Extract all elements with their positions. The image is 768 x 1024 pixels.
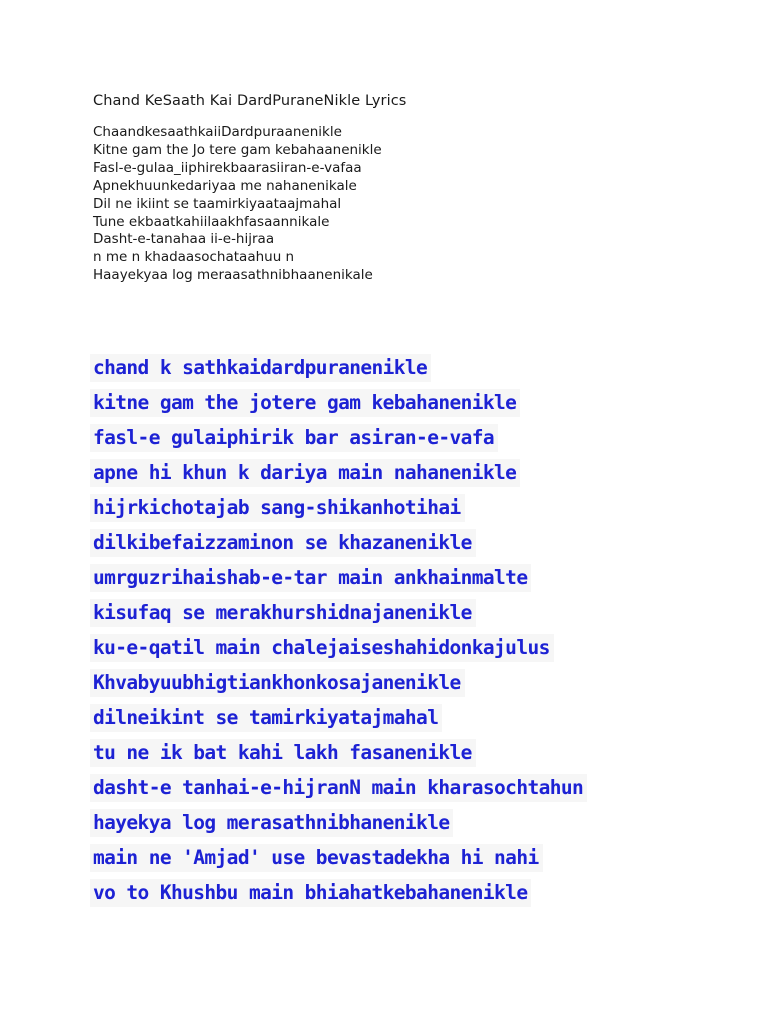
- lyric-line-text: Khvabyuubhigtiankhonkosajanenikle: [90, 669, 465, 697]
- lyric-line-text: tu ne ik bat kahi lakh fasanenikle: [90, 739, 476, 767]
- lyric-line-large: [90, 525, 587, 560]
- lyric-line-large: [90, 875, 587, 910]
- lyric-line-large: [90, 560, 587, 595]
- lyric-line-text: fasl-e gulaiphirik bar asiran-e-vafa: [90, 424, 498, 452]
- lyric-line-large: [90, 840, 587, 875]
- lyric-line: Haayekyaa log meraasathnibhaanenikale: [93, 267, 373, 284]
- lyric-line-text: dilkibefaizzaminon se khazanenikle: [90, 529, 476, 557]
- lyric-line-text: main ne 'Amjad' use bevastadekha hi nahi: [90, 844, 543, 872]
- lyric-line-text: hayekya log merasathnibhanenikle: [90, 809, 453, 837]
- lyric-line-text: umrguzrihaishab-e-tar main ankhainmalte: [90, 564, 531, 592]
- lyric-line-large: [90, 805, 587, 840]
- lyric-line-large: [90, 630, 587, 665]
- lyric-line-large: [90, 700, 587, 735]
- lyric-line-large: [90, 420, 587, 455]
- lyric-line: Kitne gam the Jo tere gam kebahaanenikle: [93, 141, 382, 158]
- lyric-line: Apnekhuunkedariyaa me nahanenikale: [93, 177, 357, 194]
- lyric-line-text: kitne gam the jotere gam kebahanenikle: [90, 389, 520, 417]
- lyric-line-large: [90, 455, 587, 490]
- lyric-line: ChaandkesaathkaiiDardpuraanenikle: [93, 124, 342, 140]
- document-title: Chand KeSaath Kai DardPuraneNikle Lyrics: [93, 93, 407, 109]
- lyric-line-large: [90, 490, 587, 525]
- lyric-line-text: ku-e-qatil main chalejaiseshahidonkajulus: [90, 634, 554, 662]
- lyric-line-text: hijrkichotajab sang-shikanhotihai: [90, 494, 465, 522]
- lyric-line-text: chand k sathkaidardpuranenikle: [90, 354, 431, 382]
- lyric-line-large: [90, 770, 587, 805]
- lyric-line-text: apne hi khun k dariya main nahanenikle: [90, 459, 520, 487]
- lyric-line: Tune ekbaatkahiilaakhfasaannikale: [93, 213, 330, 230]
- lyric-line-text: dasht-e tanhai-e-hijranN main kharasochtahun: [90, 774, 587, 802]
- lyric-line: n me n khadaasochataahuu n: [93, 249, 295, 266]
- lyric-line-large: [90, 350, 587, 385]
- lyric-line-large: [90, 735, 587, 770]
- lyrics-blue-list: [90, 350, 587, 910]
- lyric-line-large: [90, 665, 587, 700]
- lyric-line: Dil ne ikiint se taamirkiyaataajmahal: [93, 195, 342, 212]
- lyric-line-large: [90, 595, 587, 630]
- lyric-line: Dasht-e-tanahaa ii-e-hijraa: [93, 231, 275, 248]
- lyric-line-text: kisufaq se merakhurshidnajanenikle: [90, 599, 476, 627]
- lyric-line-large: [90, 385, 587, 420]
- lyric-line-text: vo to Khushbu main bhiahatkebahanenikle: [90, 879, 531, 907]
- lyric-line: Fasl-e-gulaa_iiphirekbaarasiiran-e-vafaa: [93, 159, 362, 176]
- lyric-line-text: dilneikint se tamirkiyatajmahal: [90, 704, 442, 732]
- lyrics-plain-list: [93, 124, 382, 285]
